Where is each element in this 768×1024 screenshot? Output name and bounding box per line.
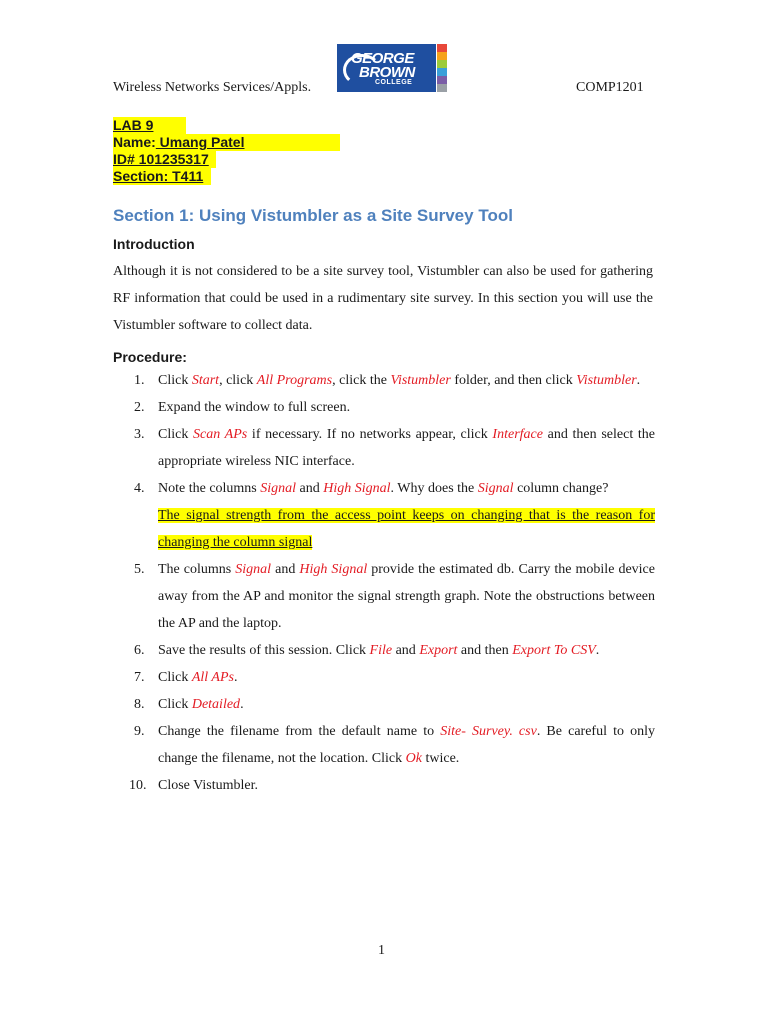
logo-stripe — [437, 60, 447, 68]
command-all-aps: All APs — [191, 670, 234, 685]
course-name: Wireless Networks Services/Appls. — [113, 80, 312, 95]
command-scan-aps: Scan APs — [193, 427, 248, 442]
student-id — [113, 151, 216, 168]
command-all-programs: All Programs — [256, 373, 333, 388]
step-number: 2. — [134, 400, 145, 415]
command-file: File — [369, 643, 393, 658]
step-text: and then select the appropriate wireless NIC interface. — [158, 427, 656, 469]
procedure-step-1 — [113, 367, 655, 394]
step-text: , click — [219, 373, 257, 388]
logo-stripe — [437, 44, 447, 52]
step-text: Click — [158, 670, 192, 685]
logo-stripe — [437, 76, 447, 84]
student-id-text: ID# 101235317 — [113, 151, 209, 167]
step-text: folder, and then click — [450, 373, 577, 388]
command-interface: Interface — [492, 427, 543, 442]
step-text: Note the columns — [158, 481, 261, 496]
step-text: twice. — [421, 751, 460, 766]
step-text: and — [271, 562, 300, 577]
step-text: column change? — [513, 481, 609, 496]
procedure-steps — [113, 367, 655, 799]
step-number: 8. — [134, 697, 145, 712]
procedure-step-4 — [113, 475, 655, 556]
logo-box — [337, 44, 436, 92]
student-section-text: Section: T411 — [113, 168, 204, 184]
command-ok: Ok — [405, 751, 422, 766]
step-text: . Be careful to only change the filename, not the location. Click — [158, 724, 655, 766]
command-signal: Signal — [477, 481, 514, 496]
command-vistumbler-folder: Vistumbler — [390, 373, 451, 388]
step-text: Change the filename from the default name to — [158, 724, 441, 739]
logo-line2: BROWN — [359, 64, 415, 81]
command-vistumbler: Vistumbler — [576, 373, 637, 388]
step-text: . Why does the — [390, 481, 478, 496]
lab-number — [113, 117, 186, 134]
step-text: Expand the window to full screen. — [158, 400, 351, 415]
step-text: and then — [457, 643, 513, 658]
command-export: Export — [419, 643, 458, 658]
name-label: Name: — [113, 134, 156, 150]
student-answer: The signal strength from the access point keeps on changing that is the reason for changing the column signal — [158, 508, 655, 550]
step-text: and — [392, 643, 420, 658]
step-text: Close Vistumbler. — [158, 778, 259, 793]
command-signal: Signal — [235, 562, 272, 577]
command-high-signal: High Signal — [299, 562, 368, 577]
step-text: Click — [158, 373, 192, 388]
step-number: 10. — [129, 778, 147, 793]
procedure-step-5 — [113, 556, 655, 637]
command-detailed: Detailed — [191, 697, 241, 712]
step-text: . — [240, 697, 244, 712]
command-signal: Signal — [260, 481, 297, 496]
introduction-body: Although it is not considered to be a site survey tool, Vistumbler can also be used for gathering RF information that could be used in a rudimentary site survey. In this section you will use the Vistumbler software to collect data. — [113, 264, 653, 333]
logo-stripes — [437, 44, 447, 92]
student-section — [113, 168, 211, 185]
course-code: COMP1201 — [576, 80, 644, 95]
george-brown-logo — [337, 44, 447, 92]
logo-line1: GEORGE — [351, 50, 414, 67]
logo-line3: COLLEGE — [375, 79, 413, 86]
logo-stripe — [437, 68, 447, 76]
name-value: Umang Patel — [155, 134, 245, 150]
logo-stripe — [437, 52, 447, 60]
step-number: 9. — [134, 724, 145, 739]
step-number: 7. — [134, 670, 145, 685]
step-number: 4. — [134, 481, 145, 496]
step-number: 1. — [134, 373, 145, 388]
procedure-step-6 — [113, 637, 655, 664]
step-text: . — [233, 670, 238, 685]
step-text: Save the results of this session. Click — [158, 643, 370, 658]
procedure-step-10 — [113, 772, 655, 799]
step-text: and — [296, 481, 324, 496]
step-number: 3. — [134, 427, 145, 442]
procedure-step-8 — [113, 691, 655, 718]
section-title: Section 1: Using Vistumbler as a Site Survey Tool — [113, 206, 513, 225]
procedure-heading: Procedure: — [113, 349, 187, 365]
command-export-to-csv: Export To CSV — [512, 643, 596, 658]
step-text: The columns — [158, 562, 236, 577]
logo-stripe — [437, 84, 447, 92]
step-text: if necessary. If no networks appear, click — [247, 427, 493, 442]
step-number: 6. — [134, 643, 145, 658]
step-text: Click — [158, 427, 194, 442]
student-name — [113, 134, 340, 151]
step-text: provide the estimated db. Carry the mobile device away from the AP and monitor the signal strength graph. Note the obstructions between the AP and the laptop. — [158, 562, 655, 631]
procedure-step-7 — [113, 664, 655, 691]
command-filename: Site- Survey. csv — [440, 724, 537, 739]
procedure-step-2 — [113, 394, 655, 421]
step-text: . — [595, 643, 600, 658]
step-text: , click the — [332, 373, 391, 388]
step-text: Click — [158, 697, 192, 712]
command-high-signal: High Signal — [323, 481, 391, 496]
step-number: 5. — [134, 562, 145, 577]
procedure-step-9 — [113, 718, 655, 772]
command-start: Start — [191, 373, 220, 388]
lab-number-text: LAB 9 — [113, 117, 154, 133]
step-text: . — [636, 373, 641, 388]
page-number: 1 — [378, 943, 385, 958]
introduction-heading: Introduction — [113, 236, 195, 252]
procedure-step-3 — [113, 421, 655, 475]
